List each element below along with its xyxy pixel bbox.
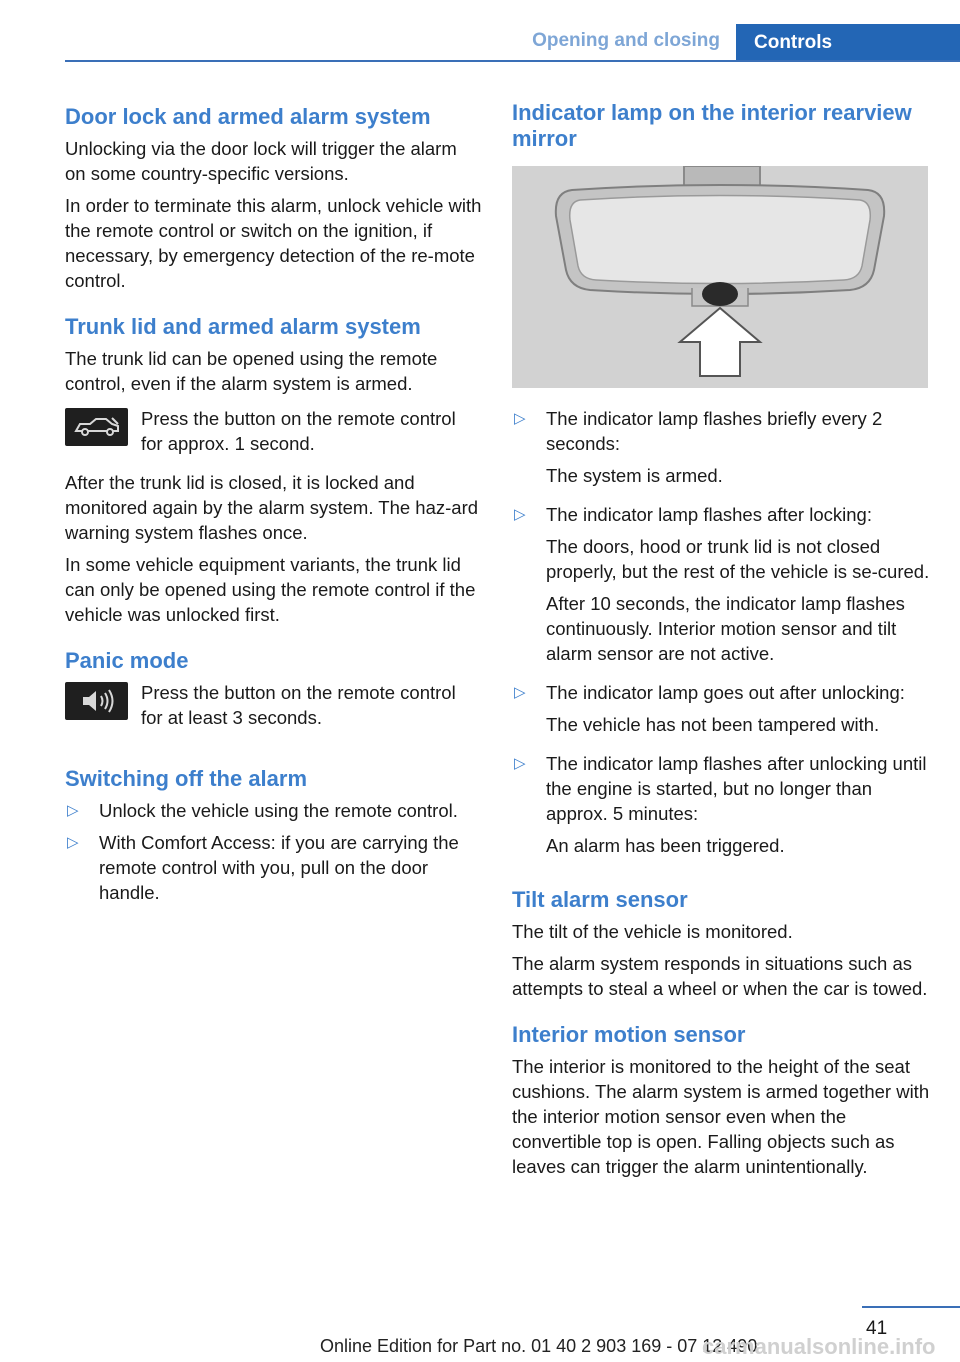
heading-panic-mode: Panic mode bbox=[65, 648, 189, 673]
list-item: ▷ The indicator lamp flashes after unlocking until the engine is started, but no longer than approx. 5 minutes: An alarm has been triggered. bbox=[514, 753, 927, 856]
trunk-paragraph-3: In some vehicle equipment variants, the trunk lid can only be opened using the remote control if the vehicle was unlocked first. bbox=[65, 554, 476, 625]
heading-tilt-alarm: Tilt alarm sensor bbox=[512, 887, 688, 912]
triangle-bullet-icon: ▷ bbox=[514, 506, 526, 523]
left-column bbox=[65, 100, 482, 912]
triangle-bullet-icon: ▷ bbox=[514, 684, 526, 701]
list-item: ▷ The indicator lamp flashes briefly every 2 seconds: The system is armed. bbox=[514, 408, 883, 486]
page-header bbox=[0, 0, 960, 62]
header-section-title: Opening and closing bbox=[532, 30, 720, 51]
triangle-bullet-icon: ▷ bbox=[514, 410, 526, 427]
list-item: ▷ Unlock the vehicle using the remote control. bbox=[67, 800, 458, 821]
heading-switching-off: Switching off the alarm bbox=[65, 766, 308, 791]
heading-door-lock: Door lock and armed alarm system bbox=[65, 104, 431, 129]
list-item: ▷ With Comfort Access: if you are carrying the remote control with you, pull on the door handle. bbox=[67, 832, 459, 903]
tilt-paragraph-2: The alarm system responds in situations such as attempts to steal a wheel or when the car is towed. bbox=[512, 953, 928, 999]
tilt-paragraph-1: The tilt of the vehicle is monitored. bbox=[512, 921, 793, 942]
interior-paragraph-1: The interior is monitored to the height of the seat cushions. The alarm system is armed together with the interior motion sensor even when the convertible top is open. Falling objects such as leaves can trigger the alarm unintentionally. bbox=[512, 1056, 930, 1177]
header-chapter-tab: Controls bbox=[736, 24, 960, 62]
header-rule bbox=[65, 60, 960, 62]
trunk-button-instruction bbox=[65, 406, 482, 456]
triangle-bullet-icon: ▷ bbox=[514, 755, 526, 772]
trunk-button-icon bbox=[65, 408, 128, 446]
footer-rule bbox=[862, 1306, 960, 1308]
page-number: 41 bbox=[866, 1318, 888, 1339]
trunk-button-text: Press the button on the remote control for approx. 1 second. bbox=[141, 408, 456, 454]
indicator-lamp-list bbox=[512, 406, 930, 858]
triangle-bullet-icon: ▷ bbox=[67, 834, 79, 851]
door-lock-paragraph-1: Unlocking via the door lock will trigger the alarm on some country-specific versions. bbox=[65, 138, 457, 184]
rearview-mirror-illustration bbox=[512, 166, 928, 388]
right-column bbox=[512, 100, 930, 1186]
heading-interior-motion: Interior motion sensor bbox=[512, 1022, 746, 1047]
watermark: carmanualsonline.info bbox=[702, 1334, 936, 1359]
heading-indicator-lamp: Indicator lamp on the interior rearview mirror bbox=[512, 100, 912, 151]
heading-trunk-lid: Trunk lid and armed alarm system bbox=[65, 314, 421, 339]
door-lock-paragraph-2: In order to terminate this alarm, unlock vehicle with the remote control or switch on the ignition, if necessary, by emergency detection of the re-mote control. bbox=[65, 195, 482, 291]
panic-button-text: Press the button on the remote control for at least 3 seconds. bbox=[141, 682, 456, 728]
list-item: ▷ The indicator lamp flashes after locking: The doors, hood or trunk lid is not closed properly, but the rest of the vehicle is se-cured. After 10 seconds, the indicator lamp flashes continuously. Interior motion sensor and tilt alarm sensor are not active. bbox=[514, 504, 930, 664]
trunk-paragraph-1: The trunk lid can be opened using the remote control, even if the alarm system is armed. bbox=[65, 348, 438, 394]
edition-line: Online Edition for Part no. 01 40 2 903 169 - 07 12 490 bbox=[320, 1336, 758, 1356]
trunk-paragraph-2: After the trunk lid is closed, it is locked and monitored again by the alarm system. The haz-ard warning system flashes once. bbox=[65, 472, 479, 543]
list-item: ▷ The indicator lamp goes out after unlocking: The vehicle has not been tampered with. bbox=[514, 682, 905, 735]
switch-off-list bbox=[65, 798, 482, 905]
triangle-bullet-icon: ▷ bbox=[67, 802, 79, 819]
panic-button-instruction bbox=[65, 680, 482, 730]
panic-speaker-icon bbox=[65, 682, 128, 720]
